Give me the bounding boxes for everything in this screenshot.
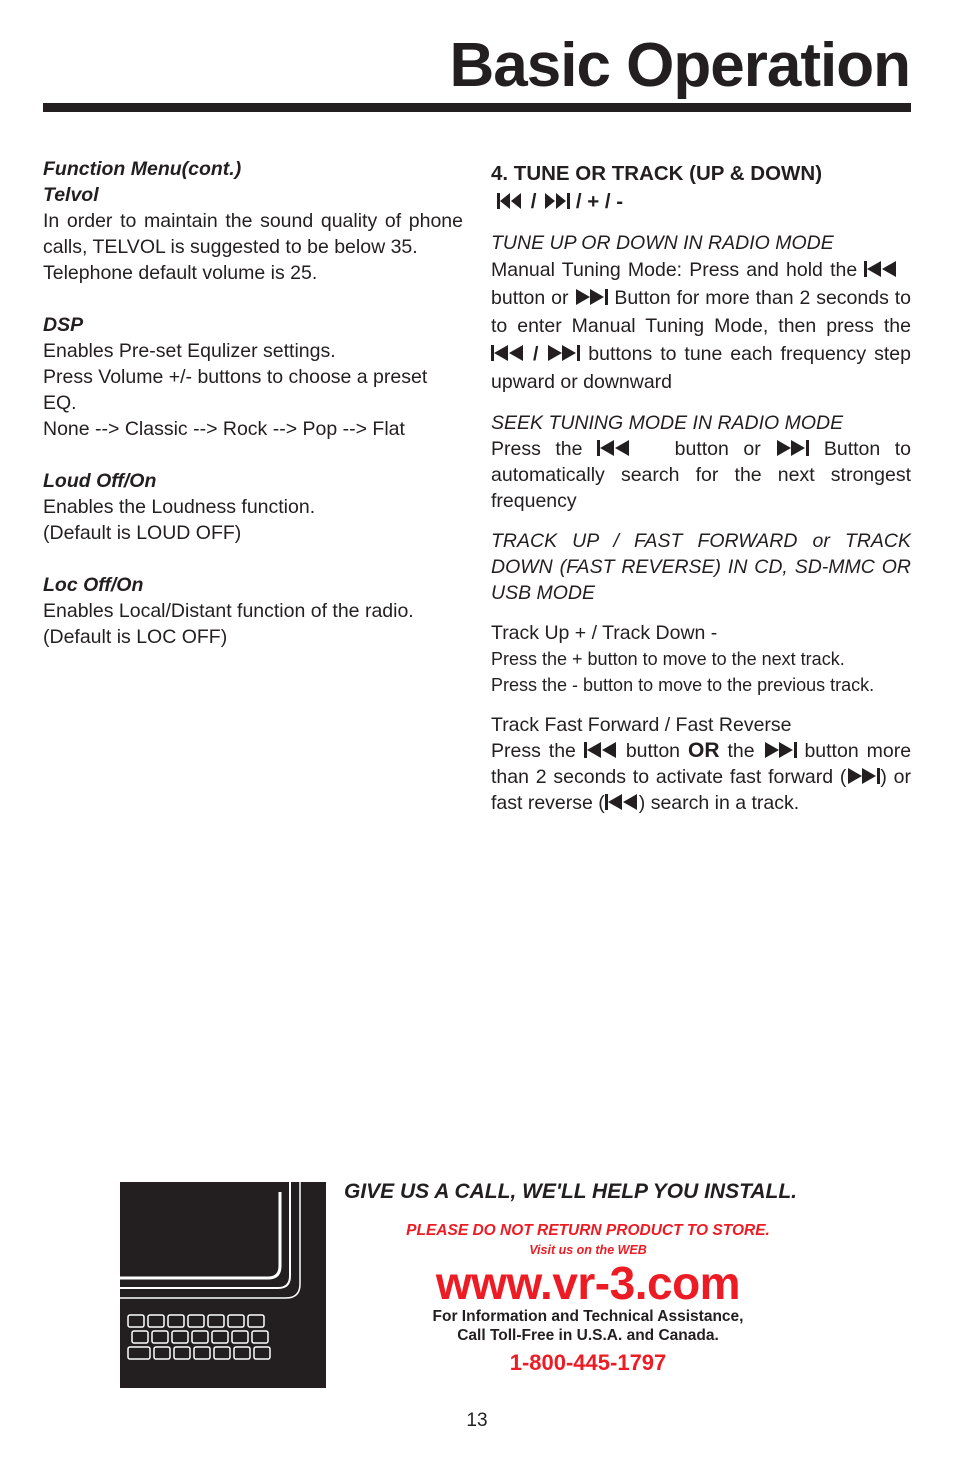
fast-forward-title: Track Fast Forward / Fast Reverse <box>491 714 792 736</box>
dsp-line-1: Enables Pre-set Equlizer settings. <box>43 340 336 362</box>
manual-slash: / <box>532 343 539 365</box>
ff-or: OR <box>687 739 720 762</box>
ff-text-e: ) or fast reverse ( <box>491 766 911 814</box>
previous-track-icon <box>597 439 631 457</box>
page-title: Basic Operation <box>449 31 910 100</box>
left-column <box>43 156 463 650</box>
heading-slash: / <box>530 190 537 213</box>
next-track-icon <box>574 288 608 306</box>
track-updown-title: Track Up + / Track Down - <box>491 622 718 644</box>
seek-text-b: button or <box>674 438 761 460</box>
next-track-icon <box>846 767 880 785</box>
section-heading <box>491 160 911 216</box>
loc-line-2: (Default is LOC OFF) <box>43 626 228 648</box>
loud-heading: Loud Off/On <box>43 470 157 492</box>
ff-text-a: Press the <box>491 740 576 762</box>
tech-assistance-info <box>330 1307 846 1345</box>
track-down-text: Press the - button to move to the previous track. <box>491 675 875 695</box>
phone-number[interactable]: 1-800-445-1797 <box>509 1350 667 1375</box>
previous-track-icon <box>864 260 898 278</box>
heading-symbols: / + / - <box>575 190 624 213</box>
manual-text-a: Manual Tuning Mode: Press and hold the <box>491 259 858 281</box>
seek-text-c: Button to automatically search for the next strongest frequency <box>491 438 912 512</box>
seek-text-a: Press the <box>491 438 583 460</box>
next-track-icon <box>775 439 809 457</box>
previous-track-icon <box>605 793 639 811</box>
dsp-line-3: None --> Classic --> Rock --> Pop --> Flat <box>43 418 405 440</box>
manual-text-b: button or <box>491 287 569 309</box>
dsp-heading: DSP <box>43 314 84 336</box>
install-help-callout: GIVE US A CALL, WE'LL HELP YOU INSTALL. <box>344 1180 798 1203</box>
seek-subheading: SEEK TUNING MODE IN RADIO MODE <box>491 412 844 434</box>
ff-text-f: ) search in a track. <box>638 792 800 814</box>
previous-track-icon <box>497 192 525 210</box>
telvol-body: In order to maintain the sound quality of phone calls, TELVOL is suggested to be below 35. <box>43 210 463 258</box>
info-line-1: For Information and Technical Assistance, <box>432 1308 744 1325</box>
telvol-heading: Telvol <box>43 184 99 206</box>
tune-subheading: TUNE UP OR DOWN IN RADIO MODE <box>491 232 834 254</box>
info-line-2: Call Toll-Free in U.S.A. and Canada. <box>457 1327 719 1344</box>
website-link[interactable]: www.vr-3.com <box>435 1257 741 1309</box>
visit-web-label: Visit us on the WEB <box>529 1243 647 1257</box>
track-mode-subheading: TRACK UP / FAST FORWARD or TRACK DOWN (FAST REVERSE) IN CD, SD-MMC OR USB MODE <box>491 530 911 604</box>
ff-text-d: button more than 2 seconds to activate fast forward ( <box>491 740 912 788</box>
previous-track-icon <box>491 344 525 362</box>
no-return-notice: PLEASE DO NOT RETURN PRODUCT TO STORE. <box>406 1222 770 1239</box>
loc-line-1: Enables Local/Distant function of the radio. <box>43 600 414 622</box>
manual-text-d: buttons to tune each frequency step upward or downward <box>491 343 911 393</box>
next-track-icon <box>546 344 580 362</box>
next-track-icon <box>763 741 797 759</box>
track-up-text: Press the + button to move to the next track. <box>491 649 845 669</box>
next-track-icon <box>542 192 570 210</box>
dsp-line-2: Press Volume +/- buttons to choose a preset EQ. <box>43 366 428 414</box>
right-column <box>491 160 911 816</box>
loc-heading: Loc Off/On <box>43 574 144 596</box>
section-heading-title: 4. TUNE OR TRACK (UP & DOWN) <box>491 162 823 185</box>
ff-text-b: button <box>625 740 681 762</box>
manual-tuning-paragraph <box>491 256 911 396</box>
previous-track-icon <box>584 741 618 759</box>
laptop-icon <box>120 1182 326 1388</box>
telvol-default: Telephone default volume is 25. <box>43 262 318 284</box>
page-number: 13 <box>466 1410 488 1431</box>
ff-text-c: the <box>727 740 755 762</box>
function-menu-heading: Function Menu(cont.) <box>43 158 242 180</box>
manual-text-c: Button for more than 2 seconds to to enter Manual Tuning Mode, then press the <box>491 287 912 337</box>
fast-forward-paragraph <box>491 738 911 816</box>
seek-paragraph <box>491 436 911 514</box>
loud-line-1: Enables the Loudness function. <box>43 496 316 518</box>
title-divider <box>43 103 911 112</box>
loud-line-2: (Default is LOUD OFF) <box>43 522 242 544</box>
